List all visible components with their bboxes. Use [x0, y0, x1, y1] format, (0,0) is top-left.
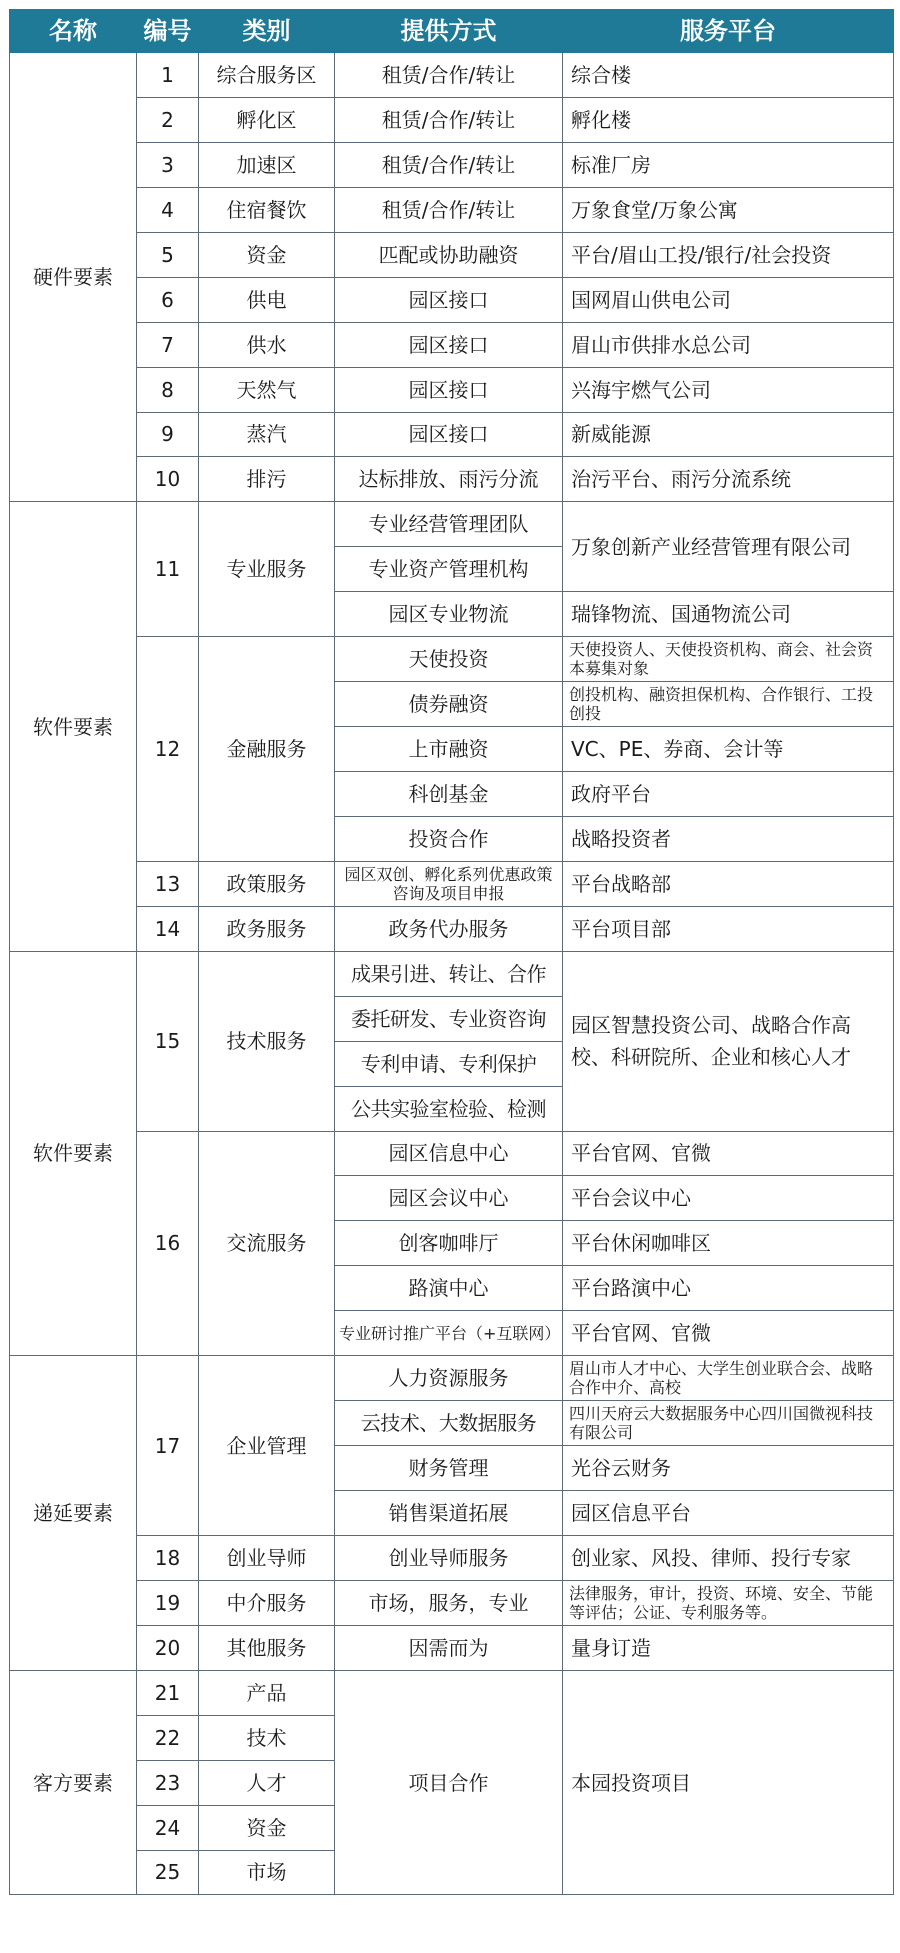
row-category: 综合服务区: [199, 53, 335, 98]
row-category: 交流服务: [199, 1131, 335, 1356]
row-method: 园区信息中心: [335, 1131, 563, 1176]
row-category: 企业管理: [199, 1356, 335, 1536]
row-method: 创客咖啡厅: [335, 1221, 563, 1266]
row-platform: 园区信息平台: [563, 1491, 894, 1536]
row-number: 13: [137, 861, 199, 906]
row-number: 6: [137, 277, 199, 322]
row-method: 创业导师服务: [335, 1535, 563, 1580]
row-number: 15: [137, 951, 199, 1131]
row-number: 1: [137, 53, 199, 98]
row-number: 23: [137, 1760, 199, 1805]
row-platform: 眉山市人才中心、大学生创业联合会、战略合作中介、高校: [563, 1356, 894, 1401]
row-platform: 战略投资者: [563, 816, 894, 861]
row-method: 科创基金: [335, 772, 563, 817]
header-row: [10, 10, 894, 53]
row-category: 天然气: [199, 367, 335, 412]
table-row: [10, 187, 894, 232]
row-category: 排污: [199, 457, 335, 502]
row-platform: 治污平台、雨污分流系统: [563, 457, 894, 502]
row-platform: 平台休闲咖啡区: [563, 1221, 894, 1266]
table-row: [10, 412, 894, 457]
table-row: [10, 53, 894, 98]
row-number: 18: [137, 1535, 199, 1580]
client-method: 项目合作: [335, 1670, 563, 1895]
row-category: 金融服务: [199, 637, 335, 862]
table-row: [10, 1535, 894, 1580]
header-name: 名称: [10, 10, 137, 53]
row-number: 22: [137, 1715, 199, 1760]
row-method: 园区接口: [335, 277, 563, 322]
table-row: [10, 1131, 894, 1176]
table-row: [10, 97, 894, 142]
row-number: 10: [137, 457, 199, 502]
client-platform: 本园投资项目: [563, 1670, 894, 1895]
table-row: [10, 277, 894, 322]
row-method: 园区接口: [335, 412, 563, 457]
row-method: 因需而为: [335, 1625, 563, 1670]
row-platform: 新威能源: [563, 412, 894, 457]
row-method: 市场，服务，专业: [335, 1580, 563, 1625]
header-platform: 服务平台: [563, 10, 894, 53]
row-platform: 政府平台: [563, 772, 894, 817]
row-platform: 园区智慧投资公司、战略合作高校、科研院所、企业和核心人才: [563, 951, 894, 1131]
row-platform: 万象食堂/万象公寓: [563, 187, 894, 232]
row-platform: 平台/眉山工投/银行/社会投资: [563, 232, 894, 277]
row-method: 天使投资: [335, 637, 563, 682]
row-category: 其他服务: [199, 1625, 335, 1670]
table-row: [10, 232, 894, 277]
row-method: 投资合作: [335, 816, 563, 861]
row-category: 创业导师: [199, 1535, 335, 1580]
row-category: 人才: [199, 1760, 335, 1805]
row-method: 园区接口: [335, 367, 563, 412]
group-client: 客方要素: [10, 1670, 137, 1895]
row-platform: 平台会议中心: [563, 1176, 894, 1221]
row-method: 园区专业物流: [335, 592, 563, 637]
row-method: 租赁/合作/转让: [335, 142, 563, 187]
row-method: 人力资源服务: [335, 1356, 563, 1401]
row-category: 资金: [199, 232, 335, 277]
row-method: 债券融资: [335, 682, 563, 727]
row-platform: 万象创新产业经营管理有限公司: [563, 502, 894, 592]
header-category: 类别: [199, 10, 335, 53]
row-number: 11: [137, 502, 199, 637]
group-deferred: 递延要素: [10, 1356, 137, 1671]
row-number: 25: [137, 1850, 199, 1895]
row-platform: 孵化楼: [563, 97, 894, 142]
table-row: [10, 322, 894, 367]
row-category: 住宿餐饮: [199, 187, 335, 232]
row-number: 4: [137, 187, 199, 232]
row-number: 8: [137, 367, 199, 412]
row-category: 蒸汽: [199, 412, 335, 457]
row-method: 匹配或协助融资: [335, 232, 563, 277]
row-number: 24: [137, 1805, 199, 1850]
row-method: 政务代办服务: [335, 906, 563, 951]
group-software-a: 软件要素: [10, 502, 137, 951]
row-number: 21: [137, 1670, 199, 1715]
row-category: 市场: [199, 1850, 335, 1895]
row-category: 中介服务: [199, 1580, 335, 1625]
row-method: 委托研发、专业资咨询: [335, 996, 563, 1041]
row-category: 供电: [199, 277, 335, 322]
row-platform: 天使投资人、天使投资机构、商会、社会资本募集对象: [563, 637, 894, 682]
row-method: 专业资产管理机构: [335, 547, 563, 592]
group-hardware: 硬件要素: [10, 53, 137, 502]
row-platform: 平台路演中心: [563, 1266, 894, 1311]
row-platform: 创投机构、融资担保机构、合作银行、工投创投: [563, 682, 894, 727]
row-method: 园区会议中心: [335, 1176, 563, 1221]
row-number: 16: [137, 1131, 199, 1356]
service-table-wrap: [9, 9, 893, 1904]
row-method: 云技术、大数据服务: [335, 1401, 563, 1446]
row-number: 12: [137, 637, 199, 862]
row-number: 19: [137, 1580, 199, 1625]
row-method: 成果引进、转让、合作: [335, 951, 563, 996]
row-number: 14: [137, 906, 199, 951]
row-platform: 量身订造: [563, 1625, 894, 1670]
row-platform: 瑞锋物流、国通物流公司: [563, 592, 894, 637]
row-platform: 光谷云财务: [563, 1446, 894, 1491]
row-category: 供水: [199, 322, 335, 367]
row-category: 技术服务: [199, 951, 335, 1131]
row-method: 园区双创、孵化系列优惠政策咨询及项目申报: [335, 861, 563, 906]
row-platform: 标准厂房: [563, 142, 894, 187]
row-category: 专业服务: [199, 502, 335, 637]
row-method: 租赁/合作/转让: [335, 53, 563, 98]
row-number: 7: [137, 322, 199, 367]
table-row: [10, 1625, 894, 1670]
table-row: [10, 502, 894, 547]
row-method: 专业研讨推广平台（+互联网）: [335, 1311, 563, 1356]
row-method: 上市融资: [335, 727, 563, 772]
row-category: 政策服务: [199, 861, 335, 906]
row-platform: 平台战略部: [563, 861, 894, 906]
row-number: 2: [137, 97, 199, 142]
row-method: 专业经营管理团队: [335, 502, 563, 547]
table-row: [10, 1580, 894, 1625]
row-category: 产品: [199, 1670, 335, 1715]
table-row: [10, 142, 894, 187]
row-method: 路演中心: [335, 1266, 563, 1311]
table-row: [10, 861, 894, 906]
table-row: [10, 906, 894, 951]
row-platform: 四川天府云大数据服务中心四川国微视科技有限公司: [563, 1401, 894, 1446]
row-platform: 平台官网、官微: [563, 1311, 894, 1356]
row-category: 技术: [199, 1715, 335, 1760]
row-number: 17: [137, 1356, 199, 1536]
row-number: 20: [137, 1625, 199, 1670]
row-platform: 平台官网、官微: [563, 1131, 894, 1176]
row-category: 孵化区: [199, 97, 335, 142]
row-number: 9: [137, 412, 199, 457]
table-row: [10, 1356, 894, 1401]
row-number: 3: [137, 142, 199, 187]
service-table: [9, 9, 894, 1895]
row-platform: 平台项目部: [563, 906, 894, 951]
row-platform: 法律服务，审计，投资、环境、安全、节能等评估；公证、专利服务等。: [563, 1580, 894, 1625]
header-number: 编号: [137, 10, 199, 53]
row-platform: 创业家、风投、律师、投行专家: [563, 1535, 894, 1580]
row-category: 资金: [199, 1805, 335, 1850]
table-row: [10, 367, 894, 412]
row-platform: 眉山市供排水总公司: [563, 322, 894, 367]
row-platform: 兴海宇燃气公司: [563, 367, 894, 412]
table-row: [10, 637, 894, 682]
table-row: [10, 457, 894, 502]
row-method: 达标排放、雨污分流: [335, 457, 563, 502]
row-method: 销售渠道拓展: [335, 1491, 563, 1536]
row-number: 5: [137, 232, 199, 277]
row-platform: VC、PE、券商、会计等: [563, 727, 894, 772]
row-category: 政务服务: [199, 906, 335, 951]
table-row: [10, 951, 894, 996]
row-platform: 综合楼: [563, 53, 894, 98]
header-method: 提供方式: [335, 10, 563, 53]
row-platform: 国网眉山供电公司: [563, 277, 894, 322]
row-method: 财务管理: [335, 1446, 563, 1491]
table-row: [10, 1670, 894, 1715]
group-software-b: 软件要素: [10, 951, 137, 1355]
row-method: 专利申请、专利保护: [335, 1041, 563, 1086]
row-method: 租赁/合作/转让: [335, 187, 563, 232]
row-method: 园区接口: [335, 322, 563, 367]
row-category: 加速区: [199, 142, 335, 187]
row-method: 租赁/合作/转让: [335, 97, 563, 142]
row-method: 公共实验室检验、检测: [335, 1086, 563, 1131]
